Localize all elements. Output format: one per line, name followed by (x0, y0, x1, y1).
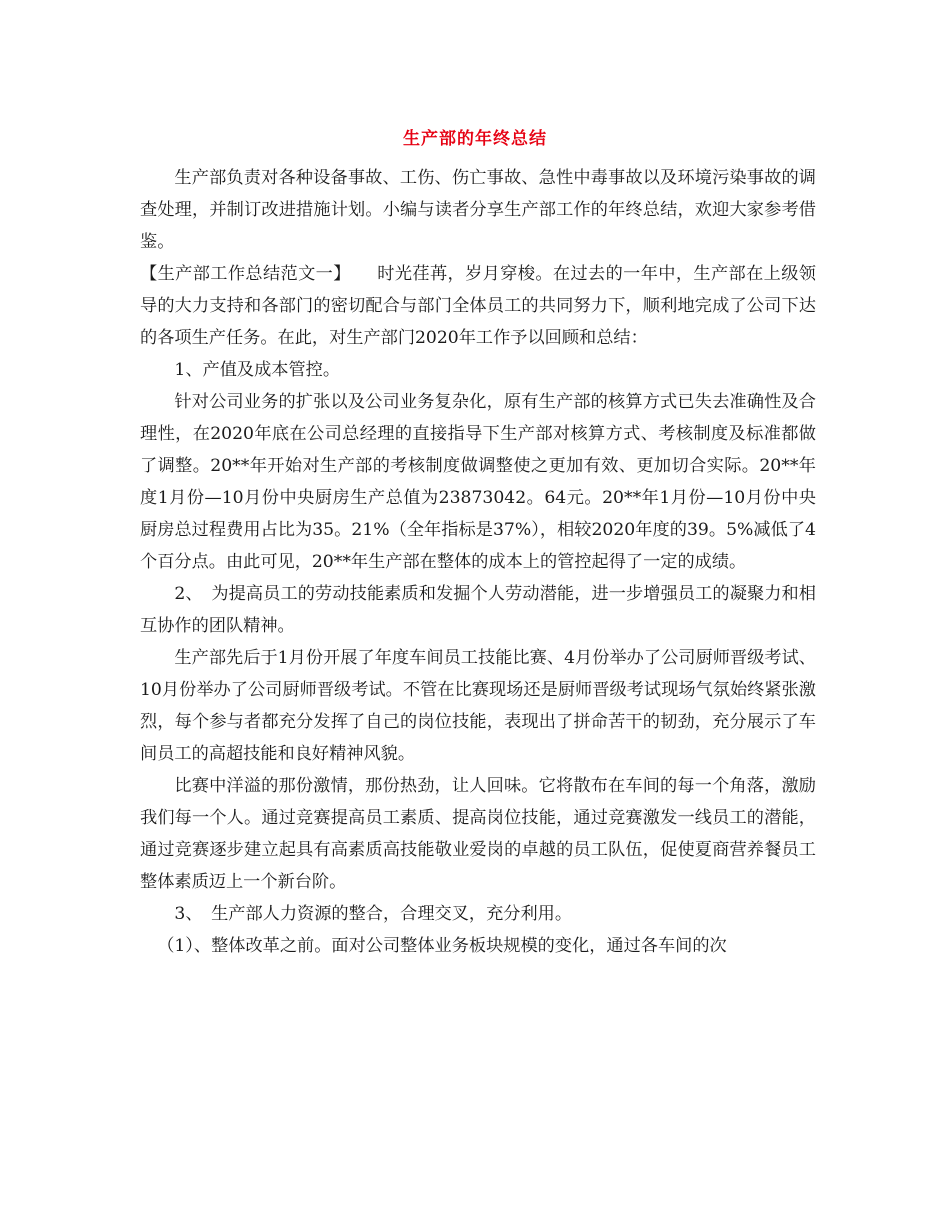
document-body (140, 162, 816, 962)
paragraph-reform: （1）、整体改革之前。面对公司整体业务板块规模的变化，通过各车间的次 (157, 936, 727, 956)
paragraph-intro: 生产部负责对各种设备事故、工伤、伤亡事故、急性中毒事故以及环境污染事故的调查处理，并制订改进措施计划。小编与读者分享生产部工作的年终总结，欢迎大家参考借鉴。 (140, 168, 816, 252)
section-heading-3: 3、 生产部人力资源的整合，合理交叉，充分利用。 (174, 904, 573, 924)
paragraph-competition-spirit: 比赛中洋溢的那份激情，那份热劲，让人回味。它将散布在车间的每一个角落，激励我们每一个人。通过竞赛提高员工素质、提高岗位技能，通过竞赛激发一线员工的潜能，通过竞赛逐步建立起具有高素质高技能敬业爱岗的卓越的员工队伍，促使夏商营养餐员工整体素质迈上一个新台阶。 (140, 776, 816, 892)
paragraph-skill-competition: 生产部先后于1月份开展了年度车间员工技能比赛、4月份举办了公司厨师晋级考试、10月份举办了公司厨师晋级考试。不管在比赛现场还是厨师晋级考试现场气氛始终紧张激烈，每个参与者都充分发挥了自己的岗位技能，表现出了拼命苦干的韧劲，充分展示了车间员工的高超技能和良好精神风貌。 (140, 648, 816, 764)
paragraph-sample-one: 【生产部工作总结范文一】 时光荏苒，岁月穿梭。在过去的一年中，生产部在上级领导的大力支持和各部门的密切配合与部门全体员工的共同努力下，顺利地完成了公司下达的各项生产任务。在此，对生产部门2020年工作予以回顾和总结： (140, 264, 816, 348)
document-title: 生产部的年终总结 (403, 129, 547, 149)
section-heading-2: 2、 为提高员工的劳动技能素质和发掘个人劳动潜能，进一步增强员工的凝聚力和相互协作的团队精神。 (140, 584, 816, 636)
paragraph-cost-control: 针对公司业务的扩张以及公司业务复杂化，原有生产部的核算方式已失去准确性及合理性，在2020年底在公司总经理的直接指导下生产部对核算方式、考核制度及标准都做了调整。20**年开始对生产部的考核制度做调整使之更加有效、更加切合实际。20**年度1月份—10月份中央厨房生产总值为23873042。64元。20**年1月份—10月份中央厨房总过程费用占比为35。21%（全年指标是37%），相较2020年度的39。5%减低了4个百分点。由此可见，20**年生产部在整体的成本上的管控起得了一定的成绩。 (140, 392, 816, 572)
section-heading-1: 1、产值及成本管控。 (174, 360, 341, 380)
